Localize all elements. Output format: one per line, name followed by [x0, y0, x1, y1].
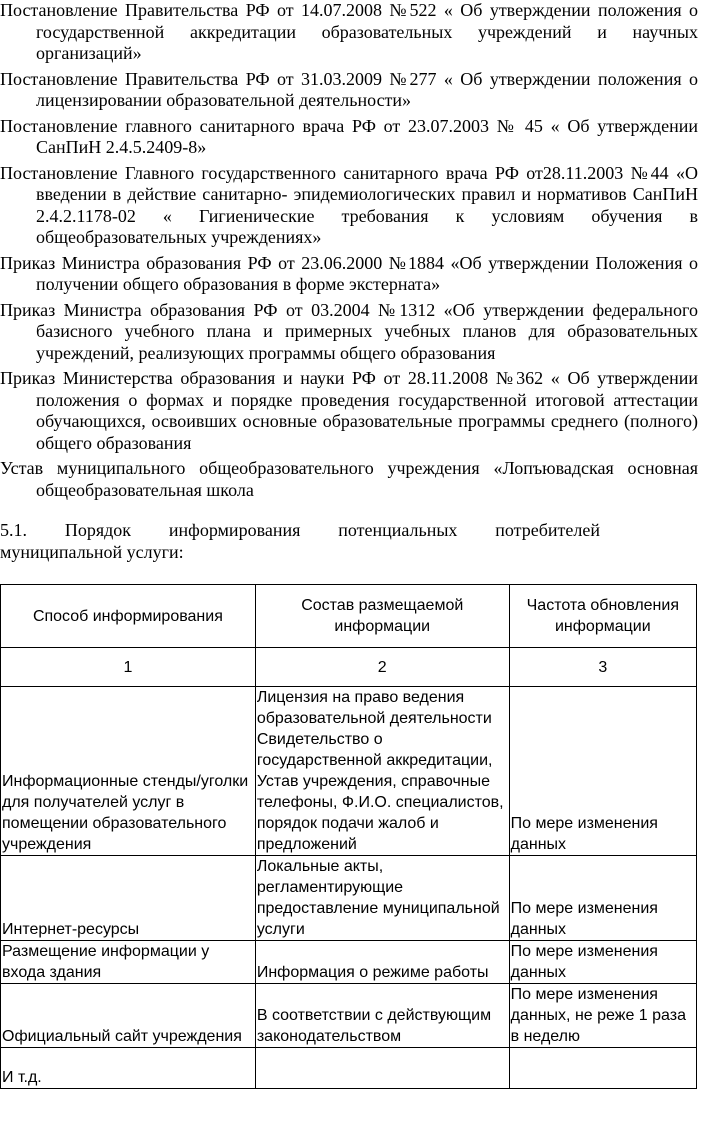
- document-item: Постановление Правительства РФ от 31.03.2009 №277 « Об утверждении положения о лицензировании образовательной деятельности»: [0, 68, 698, 110]
- column-header: Частота обновления информации: [509, 585, 696, 648]
- table-cell: [509, 1048, 696, 1089]
- table-cell: В соответствии с действующим законодательством: [255, 984, 509, 1048]
- table-row: [1, 984, 697, 1048]
- document-item: Устав муниципального общеобразовательного учреждения «Лопъювадская основная общеобразовательная школа: [0, 458, 698, 500]
- table-cell: Информационные стенды/уголки для получателей услуг в помещении образовательного учреждения: [1, 687, 256, 856]
- table-row: [1, 1048, 697, 1089]
- table-cell: Размещение информации у входа здания: [1, 941, 256, 984]
- table-row: [1, 856, 697, 941]
- document-item: Приказ Министра образования РФ от 23.06.2000 №1884 «Об утверждении Положения о получении общего образования в форме экстерната»: [0, 252, 698, 294]
- legal-documents-list: [0, 0, 704, 505]
- column-number-row: [1, 648, 697, 687]
- table-row: [1, 687, 697, 856]
- table-header-row: [1, 585, 697, 648]
- table-cell: Локальные акты, регламентирующие предоставление муниципальной услуги: [255, 856, 509, 941]
- document-item: Постановление главного санитарного врача РФ от 23.07.2003 № 45 « Об утверждении СанПиН 2.4.5.2409-8»: [0, 115, 698, 157]
- column-number: 2: [255, 648, 509, 687]
- column-header: Способ информирования: [1, 585, 256, 648]
- table-cell: Информация о режиме работы: [255, 941, 509, 984]
- document-item: Постановление Правительства РФ от 14.07.2008 №522 « Об утверждении положения о государственной аккредитации образовательных учреждений и научных организаций»: [0, 0, 698, 63]
- column-number: 3: [509, 648, 696, 687]
- section-heading-line1: 5.1. Порядок информирования потенциальных потребителей: [0, 520, 600, 540]
- document-item: Приказ Министерства образования и науки РФ от 28.11.2008 №362 « Об утверждении положения о формах и порядке проведения государственной итоговой аттестации обучающихся, освоивших основные образовательные программы среднего (полного) общего образования: [0, 368, 698, 453]
- table-cell: По мере изменения данных: [509, 687, 696, 856]
- table-cell: По мере изменения данных: [509, 941, 696, 984]
- document-item: Приказ Министра образования РФ от 03.2004 №1312 «Об утверждении федерального базисного учебного плана и примерных учебных планов для образовательных учреждений, реализующих программы общего образования: [0, 299, 698, 363]
- table-cell: Лицензия на право ведения образовательной деятельности Свидетельство о государственной аккредитации, Устав учреждения, справочные телефоны, Ф.И.О. специалистов, порядок подачи жалоб и предложений: [255, 687, 509, 856]
- table-cell: И т.д.: [1, 1048, 256, 1089]
- table-cell: Интернет-ресурсы: [1, 856, 256, 941]
- table-cell: [255, 1048, 509, 1089]
- column-header: Состав размещаемой информации: [255, 585, 509, 648]
- table-cell: По мере изменения данных, не реже 1 раза в неделю: [509, 984, 696, 1048]
- section-heading: [0, 520, 600, 563]
- column-number: 1: [1, 648, 256, 687]
- table-row: [1, 941, 697, 984]
- section-heading-line2: муниципальной услуги:: [0, 541, 184, 562]
- table-cell: По мере изменения данных: [509, 856, 696, 941]
- document-item: Постановление Главного государственного санитарного врача РФ от28.11.2003 №44 «О введении в действие санитарно- эпидемиологических правил и нормативов СанПиН 2.4.2.1178-02 « Гигиенические требования к условиям обучения в общеобразовательных учреждениях»: [0, 162, 698, 247]
- table-cell: Официальный сайт учреждения: [1, 984, 256, 1048]
- information-table: [0, 584, 697, 1089]
